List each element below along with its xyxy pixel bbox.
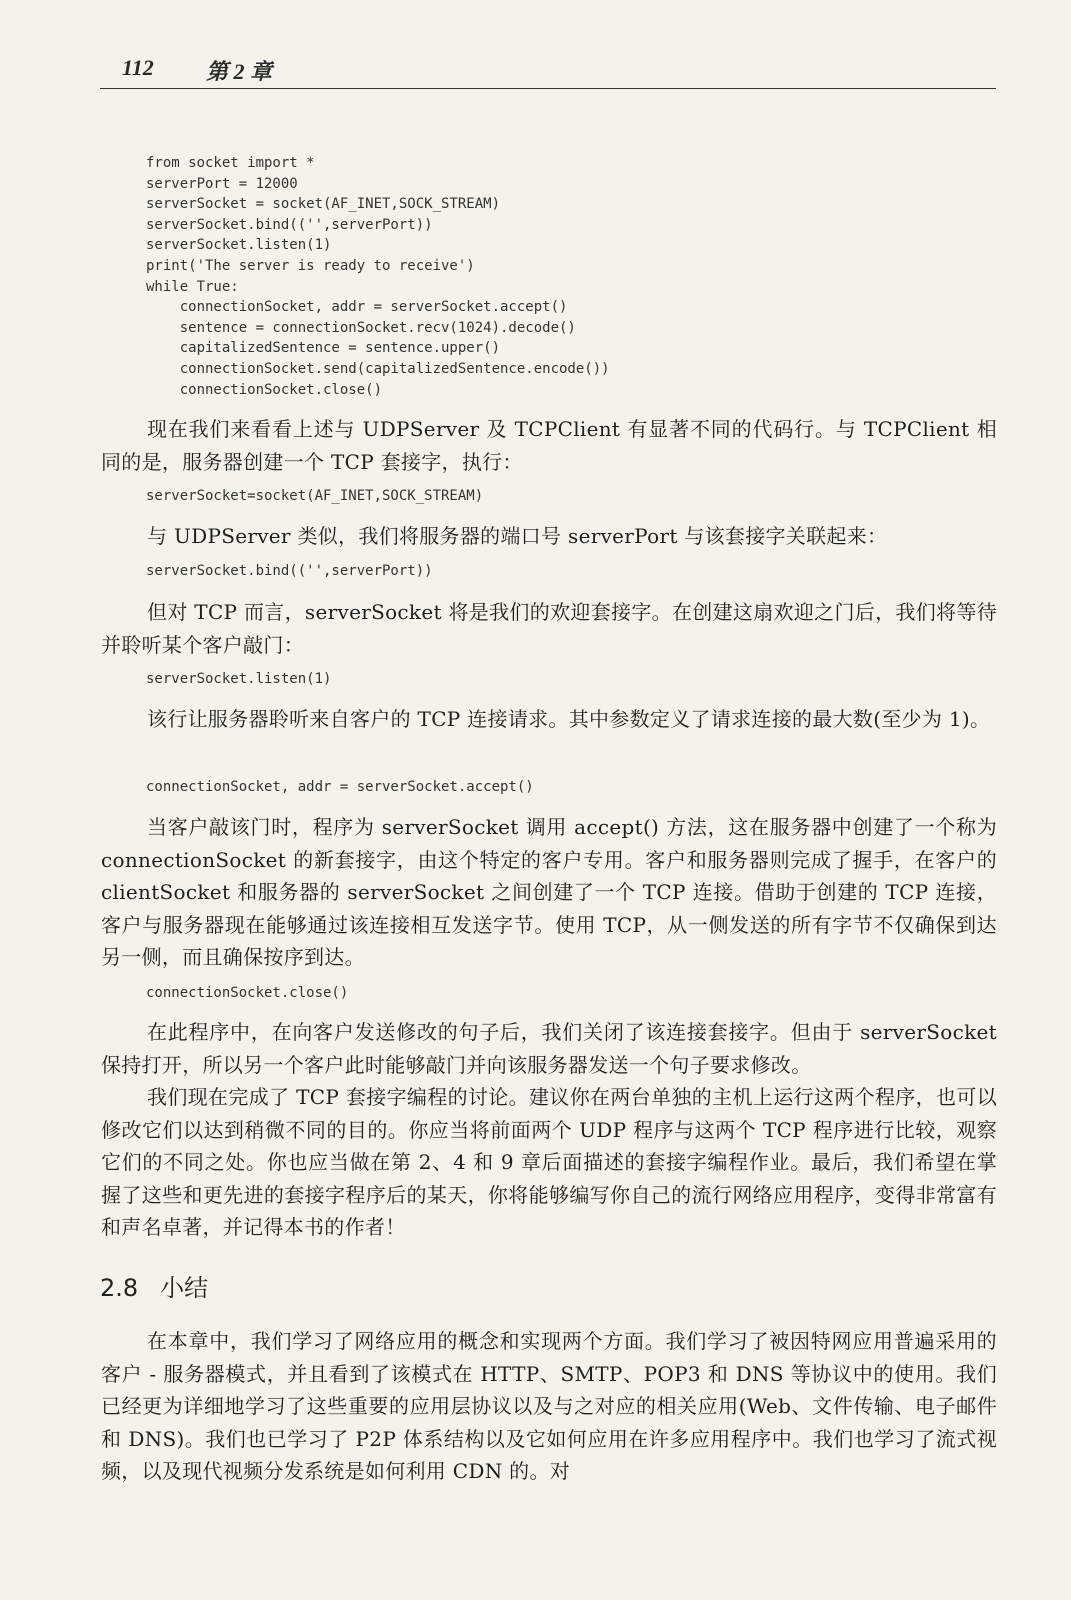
paragraph-bind-intro: 与 UDPServer 类似，我们将服务器的端口号 serverPort 与该套接字关联起来： xyxy=(147,524,888,548)
paragraph-close-explain: 在此程序中，在向客户发送修改的句子后，我们关闭了该连接套接字。但由于 serverSocket 保持打开，所以另一个客户此时能够敲门并向该服务器发送一个句子要求修改。 xyxy=(101,1020,997,1077)
paragraph-welcome-socket: 但对 TCP 而言，serverSocket 将是我们的欢迎套接字。在创建这扇欢迎之门后，我们将等待并聆听某个客户敲门： xyxy=(101,600,997,657)
section-heading xyxy=(100,1268,208,1303)
section-title: 小结 xyxy=(160,1274,209,1302)
code-line-listen: serverSocket.listen(1) xyxy=(146,671,332,687)
paragraph-accept-explain: 当客户敲该门时，程序为 serverSocket 调用 accept() 方法，这在服务器中创建了一个称为 connectionSocket 的新套接字，由这个特定的客户专用。客户和服务器则完成了握手，在客户的 clientSocket 和服务器的 serverSocket 之间创建了一个 TCP 连接。借助于创建的 TCP 连接，客户与服务器现在能够通过该连接相互发送字节。使用 TCP，从一侧发送的所有字节不仅确保到达另一侧，而且确保按序到达。 xyxy=(101,815,997,969)
header-rule xyxy=(100,88,996,89)
paragraph-summary: 在本章中，我们学习了网络应用的概念和实现两个方面。我们学习了被因特网应用普遍采用的客户 - 服务器模式，并且看到了该模式在 HTTP、SMTP、POP3 和 DNS 等协议中的使用。我们已经更为详细地学习了这些重要的应用层协议以及与之对应的相关应用(Web、文件传输、电子邮件和 DNS)。我们也已学习了 P2P 体系结构以及它如何应用在许多应用程序中。我们也学习了流式视频，以及现代视频分发系统是如何利用 CDN 的。对 xyxy=(101,1329,997,1483)
paragraph-tcp-socket-intro: 现在我们来看看上述与 UDPServer 及 TCPClient 有显著不同的代码行。与 TCPClient 相同的是，服务器创建一个 TCP 套接字，执行： xyxy=(101,417,997,474)
code-line-socket: serverSocket=socket(AF_INET,SOCK_STREAM) xyxy=(146,488,484,504)
page-header xyxy=(100,55,996,89)
code-line-close: connectionSocket.close() xyxy=(146,985,349,1001)
paragraph-listen-explain: 该行让服务器聆听来自客户的 TCP 连接请求。其中参数定义了请求连接的最大数(至少为 1)。 xyxy=(147,707,991,731)
code-line-bind: serverSocket.bind(('',serverPort)) xyxy=(146,563,433,579)
chapter-label: 第 2 章 xyxy=(206,59,273,84)
page-number: 112 xyxy=(122,55,154,80)
paragraph-conclusion: 我们现在完成了 TCP 套接字编程的讨论。建议你在两台单独的主机上运行这两个程序，也可以修改它们以达到稍微不同的目的。你应当将前面两个 UDP 程序与这两个 TCP 程序进行比较，观察它们的不同之处。你也应当做在第 2、4 和 9 章后面描述的套接字编程作业。最后，我们希望在掌握了这些和更先进的套接字程序后的某天，你将能够编写你自己的流行网络应用程序，变得非常富有和声名卓著，并记得本书的作者！ xyxy=(101,1085,997,1239)
code-line-accept: connectionSocket, addr = serverSocket.accept() xyxy=(146,779,534,795)
server-code-block: from socket import * serverPort = 12000 serverSocket = socket(AF_INET,SOCK_STREAM) serverSocket.bind(('',serverPort)) serverSocket.listen(1) print('The server is ready to receive') while True: connectionSocket, addr = serverSocket.accept() sentence = connectionSocket.recv(1024).decode() capitalizedSentence = sentence.upper() connectionSocket.send(capitalizedSentence.encode()) connectionSocket.close() xyxy=(146,155,610,398)
section-number: 2.8 xyxy=(100,1274,139,1302)
